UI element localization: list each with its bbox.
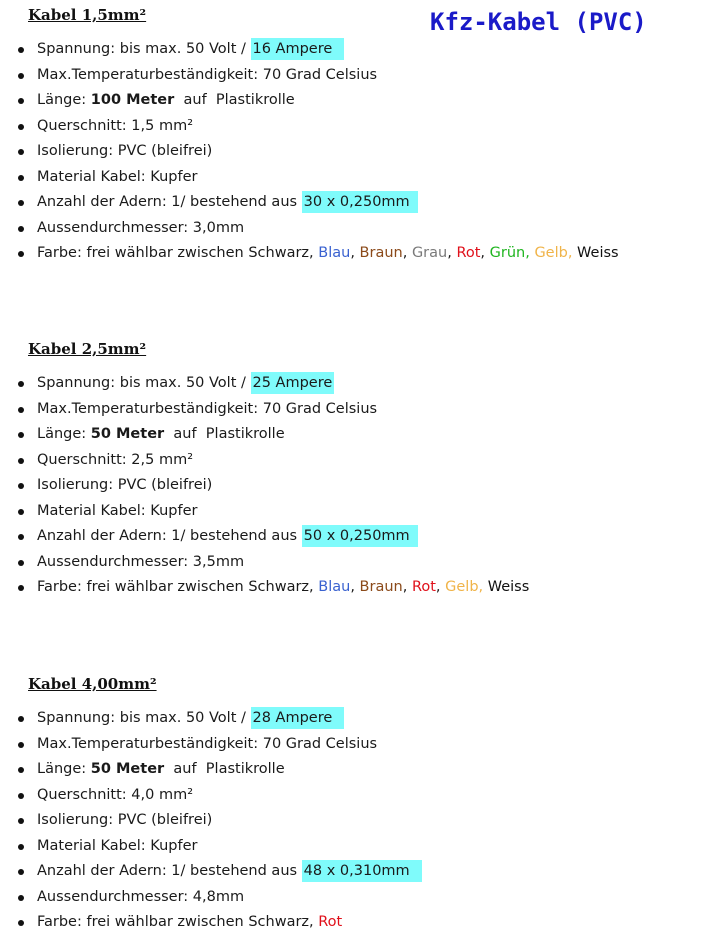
spec-list	[0, 371, 529, 601]
spec-farbe	[0, 910, 422, 936]
spec-list	[0, 37, 619, 267]
laenge-value: 50 Meter	[90, 426, 165, 442]
color-option: Gelb	[534, 245, 568, 261]
spec-temperatur: Max.Temperaturbeständigkeit: 70 Grad Celsius	[0, 397, 529, 423]
spannung-label: Spannung: bis max. 50 Volt /	[37, 41, 251, 57]
adern-label: Anzahl der Adern: 1/ bestehend aus	[37, 528, 302, 544]
spec-temperatur: Max.Temperaturbeständigkeit: 70 Grad Celsius	[0, 63, 619, 89]
spannung-label: Spannung: bis max. 50 Volt /	[37, 375, 251, 391]
color-separator: ,	[525, 245, 535, 261]
spec-adern	[0, 190, 619, 216]
spec-farbe	[0, 241, 619, 267]
adern-label: Anzahl der Adern: 1/ bestehend aus	[37, 194, 302, 210]
spec-adern	[0, 859, 422, 885]
spec-querschnitt: Querschnitt: 2,5 mm²	[0, 448, 529, 474]
color-separator: ,	[480, 245, 490, 261]
color-option: Braun	[359, 579, 403, 595]
spec-querschnitt: Querschnitt: 4,0 mm²	[0, 783, 422, 809]
spec-isolierung: Isolierung: PVC (bleifrei)	[0, 139, 619, 165]
adern-label: Anzahl der Adern: 1/ bestehend aus	[37, 863, 302, 879]
laenge-suffix: auf Plastikrolle	[164, 426, 285, 442]
laenge-value: 100 Meter	[90, 92, 175, 108]
spec-material: Material Kabel: Kupfer	[0, 834, 422, 860]
spec-temperatur: Max.Temperaturbeständigkeit: 70 Grad Celsius	[0, 732, 422, 758]
color-option: Blau	[318, 245, 351, 261]
color-option: Braun	[359, 245, 403, 261]
spannung-label: Spannung: bis max. 50 Volt /	[37, 710, 251, 726]
color-option: Rot	[456, 245, 481, 261]
color-option: Blau	[318, 579, 351, 595]
laenge-suffix: auf Plastikrolle	[174, 92, 295, 108]
spec-laenge	[0, 88, 619, 114]
spannung-value: 16 Ampere	[251, 38, 345, 60]
spec-adern	[0, 524, 529, 550]
color-separator: ,	[402, 245, 412, 261]
spec-material: Material Kabel: Kupfer	[0, 499, 529, 525]
color-separator: ,	[478, 579, 488, 595]
laenge-label: Länge:	[37, 92, 91, 108]
spec-spannung	[0, 706, 422, 732]
spec-isolierung: Isolierung: PVC (bleifrei)	[0, 473, 529, 499]
adern-value: 30 x 0,250mm	[302, 191, 418, 213]
spec-isolierung: Isolierung: PVC (bleifrei)	[0, 808, 422, 834]
spec-list	[0, 706, 422, 936]
color-option: Grün	[489, 245, 526, 261]
color-option: Gelb	[445, 579, 479, 595]
color-separator: ,	[567, 245, 578, 261]
spec-durchmesser: Aussendurchmesser: 3,5mm	[0, 550, 529, 576]
spec-spannung	[0, 37, 619, 63]
section-heading: Kabel 4,00mm²	[28, 675, 157, 693]
spannung-value: 28 Ampere	[251, 707, 345, 729]
color-separator: ,	[447, 245, 457, 261]
spec-laenge	[0, 757, 422, 783]
color-list	[318, 245, 618, 261]
color-option: Grau	[411, 245, 448, 261]
spec-querschnitt: Querschnitt: 1,5 mm²	[0, 114, 619, 140]
color-list	[318, 579, 529, 595]
farbe-label: Farbe: frei wählbar zwischen Schwarz,	[37, 914, 319, 930]
spec-durchmesser: Aussendurchmesser: 4,8mm	[0, 885, 422, 911]
color-option: Weiss	[577, 245, 619, 261]
spec-farbe	[0, 575, 529, 601]
laenge-label: Länge:	[37, 761, 91, 777]
section-heading: Kabel 1,5mm²	[28, 6, 147, 24]
spec-spannung	[0, 371, 529, 397]
page-title: Kfz-Kabel (PVC)	[430, 8, 647, 36]
color-option: Weiss	[487, 579, 530, 595]
laenge-suffix: auf Plastikrolle	[164, 761, 285, 777]
color-separator: ,	[350, 579, 360, 595]
spec-material: Material Kabel: Kupfer	[0, 165, 619, 191]
color-separator: ,	[435, 579, 446, 595]
color-separator: ,	[350, 245, 360, 261]
adern-value: 48 x 0,310mm	[302, 860, 422, 882]
color-separator: ,	[402, 579, 412, 595]
spec-durchmesser: Aussendurchmesser: 3,0mm	[0, 216, 619, 242]
farbe-label: Farbe: frei wählbar zwischen Schwarz,	[37, 245, 319, 261]
laenge-label: Länge:	[37, 426, 91, 442]
spec-laenge	[0, 422, 529, 448]
color-list	[318, 914, 342, 930]
farbe-label: Farbe: frei wählbar zwischen Schwarz,	[37, 579, 319, 595]
section-heading: Kabel 2,5mm²	[28, 340, 147, 358]
color-option: Rot	[318, 914, 343, 930]
adern-value: 50 x 0,250mm	[302, 525, 418, 547]
color-option: Rot	[411, 579, 436, 595]
laenge-value: 50 Meter	[90, 761, 165, 777]
spannung-value: 25 Ampere	[251, 372, 335, 394]
